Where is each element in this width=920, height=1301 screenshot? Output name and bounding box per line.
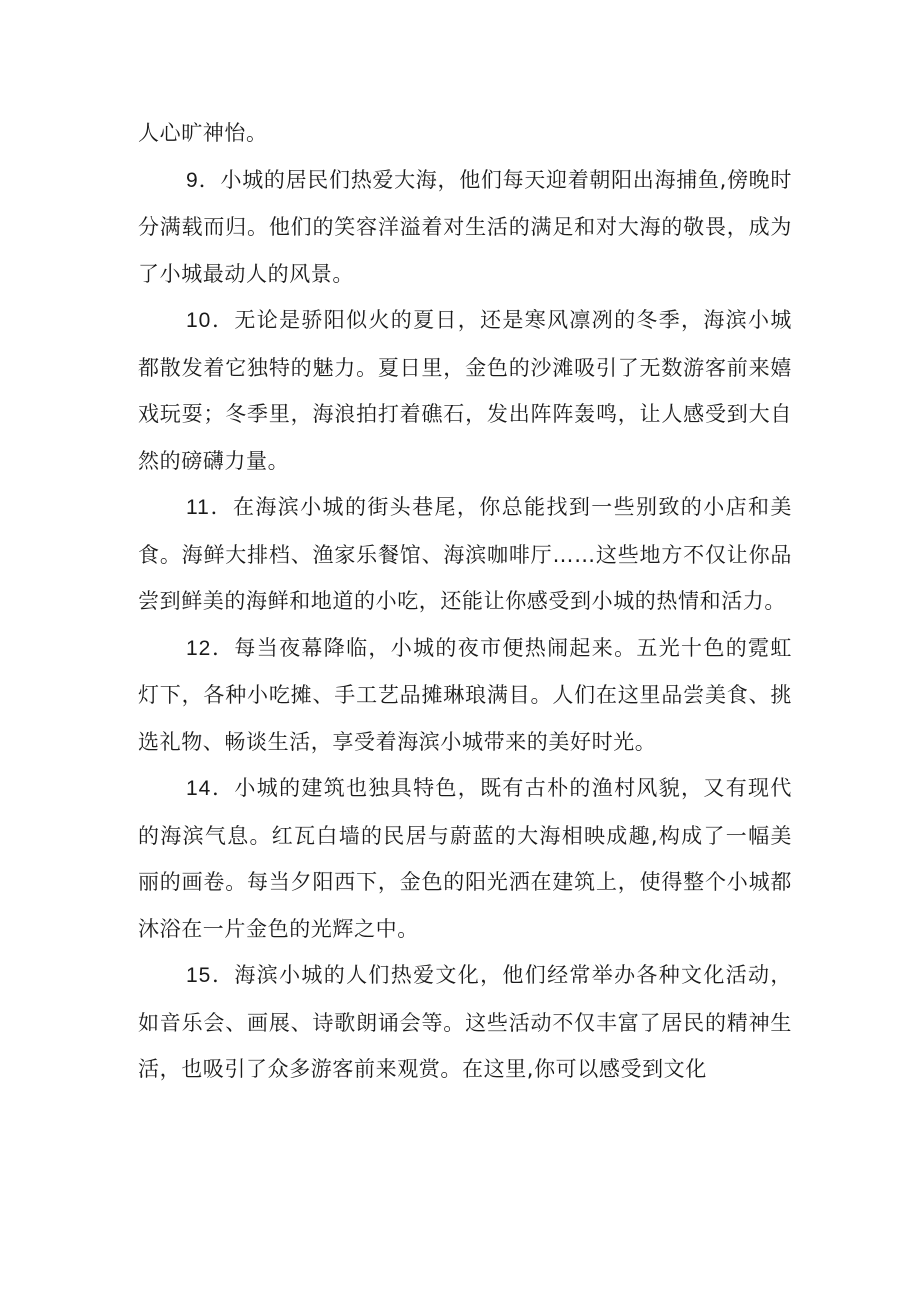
paragraph-number: 12	[186, 636, 212, 660]
paragraph-text: ．每当夜幕降临，小城的夜市便热闹起来。五光十色的霓虹灯下，各种小吃摊、手工艺品摊琳琅满目。人们在这里品尝美食、挑选礼物、畅谈生活，享受着海滨小城带来的美好时光。	[138, 635, 792, 754]
paragraph-text: ．海滨小城的人们热爱文化，他们经常举办各种文化活动，如音乐会、画展、诗歌朗诵会等。这些活动不仅丰富了居民的精神生活，也吸引了众多游客前来观赏。在这里,你可以感受到文化	[138, 963, 792, 1081]
paragraph-11	[138, 484, 792, 625]
paragraph-number: 11	[186, 496, 210, 519]
paragraph-text: 人心旷神怡。	[138, 121, 268, 145]
paragraph-number: 14	[186, 777, 212, 800]
paragraph-number: 15	[186, 964, 212, 987]
paragraph-text: ．小城的建筑也独具特色，既有古朴的渔村风貌，又有现代的海滨气息。红瓦白墙的民居与蔚蓝的大海相映成趣,构成了一幅美丽的画卷。每当夕阳西下，金色的阳光洒在建筑上，使得整个小城都沐浴在一片金色的光辉之中。	[138, 776, 792, 941]
paragraph-9	[138, 157, 792, 298]
paragraph-15	[138, 952, 792, 1093]
paragraph-text: ．无论是骄阳似火的夏日，还是寒风凛冽的冬季，海滨小城都散发着它独特的魅力。夏日里，金色的沙滩吸引了无数游客前来嬉戏玩耍；冬季里，海浪拍打着礁石，发出阵阵轰鸣，让人感受到大自然的磅礴力量。	[138, 308, 792, 473]
paragraph-number: 10	[186, 309, 212, 332]
paragraph-number: 9	[186, 168, 199, 192]
paragraph-text: ．在海滨小城的街头巷尾，你总能找到一些别致的小店和美食。海鲜大排档、渔家乐餐馆、海滨咖啡厅……这些地方不仅让你品尝到鲜美的海鲜和地道的小吃，还能让你感受到小城的热情和活力。	[138, 495, 792, 613]
paragraph-text: ．小城的居民们热爱大海，他们每天迎着朝阳出海捕鱼,傍晚时分满载而归。他们的笑容洋溢着对生活的满足和对大海的敬畏，成为了小城最动人的风景。	[138, 167, 792, 286]
document-body	[138, 110, 792, 1093]
paragraph-12	[138, 625, 792, 766]
paragraph-continuation	[138, 110, 792, 157]
paragraph-10	[138, 297, 792, 484]
paragraph-14	[138, 765, 792, 952]
